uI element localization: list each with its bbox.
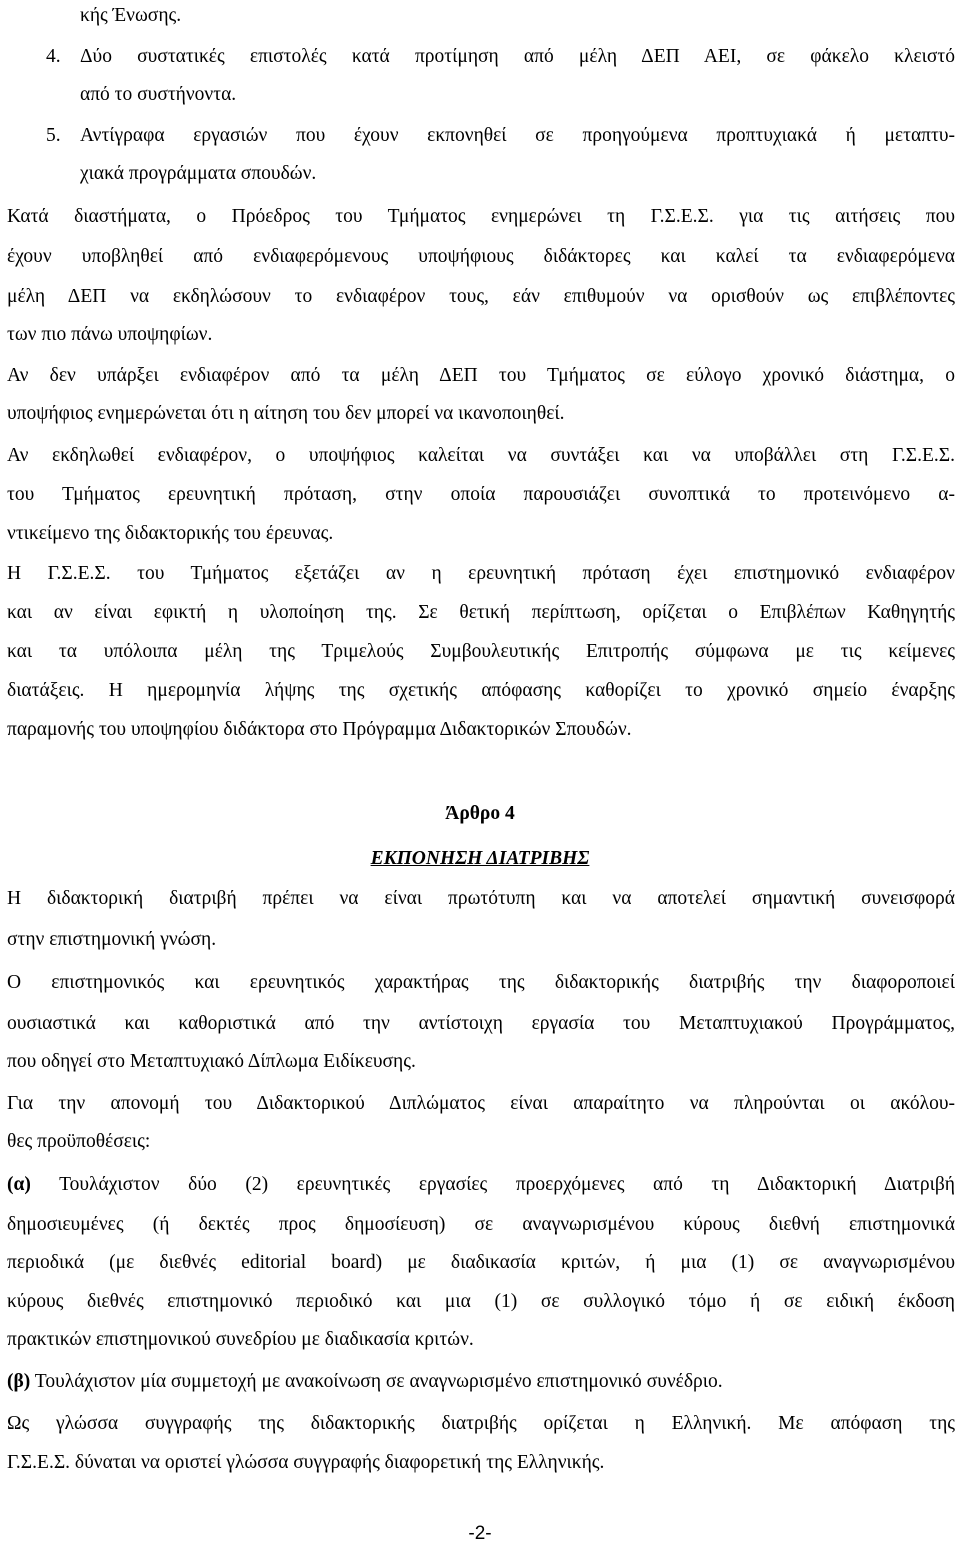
text-line: ουσιαστικά και καθοριστικά από την αντίστοιχη εργασία του Μεταπτυχιακού Προγράμματος, <box>7 1013 955 1034</box>
text-line: και αν είναι εφικτή η υλοποίηση της. Σε θετική περίπτωση, ορίζεται ο Επιβλέπων Καθηγητής <box>7 602 955 623</box>
article-title: Άρθρο 4 <box>445 803 515 824</box>
list-text: Αντίγραφα εργασιών που έχουν εκπονηθεί σε προηγούμενα προπτυχιακά ή μεταπτυ- <box>80 125 955 146</box>
text-line: δημοσιευμένες (ή δεκτές προς δημοσίευση) σε αναγνωρισμένου κύρους διεθνή επιστημονικά <box>7 1214 955 1235</box>
text-line: που οδηγεί στο Μεταπτυχιακό Δίπλωμα Ειδίκευσης. <box>7 1051 416 1072</box>
text-line: διατάξεις. Η ημερομηνία λήψης της σχετικής απόφασης καθορίζει το χρονικό σημείο έναρξης <box>7 680 955 701</box>
text-line: Ως γλώσσα συγγραφής της διδακτορικής διατριβής ορίζεται η Ελληνική. Με απόφαση της <box>7 1413 955 1434</box>
text-line: Γ.Σ.Ε.Σ. δύναται να οριστεί γλώσσα συγγραφής διαφορετική της Ελληνικής. <box>7 1452 605 1473</box>
text-line: Αν εκδηλωθεί ενδιαφέρον, ο υποψήφιος καλείται να συντάξει και να υποβάλλει στη Γ.Σ.Ε.Σ. <box>7 445 955 466</box>
article-subtitle: ΕΚΠΟΝΗΣΗ ΔΙΑΤΡΙΒΗΣ <box>370 848 590 869</box>
text-line: κύρους διεθνές επιστημονικό περιοδικό και μια (1) σε συλλογικό τόμο ή σε ειδική έκδοση <box>7 1291 955 1312</box>
text-line: Για την απονομή του Διδακτορικού Διπλώματος είναι απαραίτητο να πληρούνται οι ακόλου- <box>7 1093 955 1114</box>
text-line: του Τμήματος ερευνητική πρόταση, στην οποία παρουσιάζει συνοπτικά το προτεινόμενο α- <box>7 484 955 505</box>
text-line: Ο επιστημονικός και ερευνητικός χαρακτήρας της διδακτορικής διατριβής την διαφοροποιεί <box>7 972 955 993</box>
text-line: Η διδακτορική διατριβή πρέπει να είναι πρωτότυπη και να αποτελεί σημαντική συνεισφορά <box>7 888 955 909</box>
text-line: Αν δεν υπάρξει ενδιαφέρον από τα μέλη ΔΕΠ του Τμήματος σε εύλογο χρονικό διάστημα, ο <box>7 365 955 386</box>
text-line: κής Ένωσης. <box>80 5 182 26</box>
text-line: περιοδικά (με διεθνές editorial board) με διαδικασία κριτών, ή μια (1) σε αναγνωρισμένου <box>7 1252 955 1273</box>
text-line: χιακά προγράμματα σπουδών. <box>80 163 317 184</box>
text-line: υποψήφιος ενημερώνεται ότι η αίτηση του δεν μπορεί να ικανοποιηθεί. <box>7 403 565 424</box>
list-number: 4. <box>46 46 61 67</box>
list-text: Δύο συστατικές επιστολές κατά προτίμηση από μέλη ΔΕΠ ΑΕΙ, σε φάκελο κλειστό <box>80 46 955 67</box>
text-line: και τα υπόλοιπα μέλη της Τριμελούς Συμβουλευτικής Επιτροπής σύμφωνα με τις κείμενες <box>7 641 955 662</box>
condition-label: (α) <box>7 1174 31 1195</box>
text-line: από το συστήνοντα. <box>80 84 237 105</box>
condition-a <box>7 1172 955 1198</box>
text-line: έχουν υποβληθεί από ενδιαφερόμενους υποψήφιους διδάκτορες και καλεί τα ενδιαφερόμενα <box>7 246 955 267</box>
text-line: Κατά διαστήματα, ο Πρόεδρος του Τμήματος ενημερώνει τη Γ.Σ.Ε.Σ. για τις αιτήσεις που <box>7 206 955 227</box>
text-line: πρακτικών επιστημονικού συνεδρίου με διαδικασία κριτών. <box>7 1329 474 1350</box>
text-line: παραμονής του υποψηφίου διδάκτορα στο Πρόγραμμα Διδακτορικών Σπουδών. <box>7 719 632 740</box>
condition-b <box>7 1369 955 1395</box>
text-line: ντικείμενο της διδακτορικής του έρευνας. <box>7 523 334 544</box>
text-line: μέλη ΔΕΠ να εκδηλώσουν το ενδιαφέρον τους, εάν επιθυμούν να ορισθούν ως επιβλέποντες <box>7 286 955 307</box>
list-item-5 <box>46 123 955 149</box>
condition-text: Τουλάχιστον δύο (2) ερευνητικές εργασίες προερχόμενες από τη Διδακτορική Διατριβή <box>30 1174 955 1195</box>
condition-text: Τουλάχιστον μία συμμετοχή με ανακοίνωση σε αναγνωρισμένο επιστημονικό συνέδριο. <box>30 1371 723 1392</box>
condition-label: (β) <box>7 1371 31 1392</box>
text-line: Η Γ.Σ.Ε.Σ. του Τμήματος εξετάζει αν η ερευνητική πρόταση έχει επιστημονικό ενδιαφέρον <box>7 563 955 584</box>
list-item-4 <box>46 44 955 70</box>
page-number: -2- <box>468 1523 492 1544</box>
text-line: στην επιστημονική γνώση. <box>7 929 217 950</box>
list-number: 5. <box>46 125 61 146</box>
text-line: θες προϋποθέσεις: <box>7 1131 151 1152</box>
text-line: των πιο πάνω υποψηφίων. <box>7 324 213 345</box>
